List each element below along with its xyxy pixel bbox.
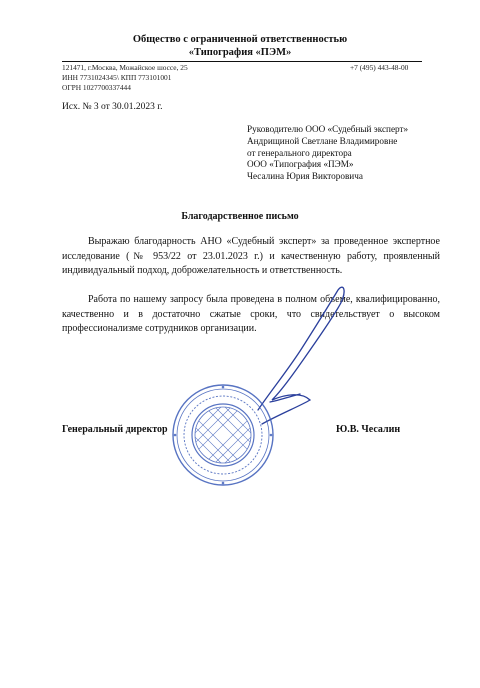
addressee-line: ООО «Типография «ПЭМ» [247,159,354,170]
addressee-block [247,124,408,183]
letter-paragraph-1: Выражаю благодарность АНО «Судебный эксперт» за проведенное экспертное исследование (№ 953/22 от 23.01.2023 г.) и качественную работу, проявленный индивидуальный подход, доброжелательность и ответственность. [62,236,440,277]
letterhead-divider [62,61,422,62]
company-address: 121471, г.Москва, Можайское шоссе, 25 [62,63,188,72]
company-name-line2: «Типография «ПЭМ» [188,47,292,58]
addressee-line: Чесалина Юрия Викторовича [247,171,363,182]
addressee-line: Андрищиной Светлане Владимировне [247,135,398,146]
addressee-line: от генерального директора [247,147,352,158]
company-ogrn: ОГРН 1027700337444 [62,83,131,92]
addressee-line: Руководителю ООО «Судебный эксперт» [247,124,409,134]
company-name-line1: Общество с ограниченной ответственностью [132,34,348,45]
company-seal [168,380,278,490]
letter-title: Благодарственное письмо [181,211,299,222]
letter-paragraph-2: Работа по нашему запросу была проведена в полном объеме, квалифицированно, качественно и в достаточно сжатые сроки, что свидетельствует о высоком профессионализме сотрудников организации. [62,294,440,335]
signatory-name: Ю.В. Чесалин [336,424,401,435]
outgoing-reference: Исх. № 3 от 30.01.2023 г. [62,102,163,112]
signatory-position: Генеральный директор [62,424,168,435]
company-phone: +7 (495) 443-48-00 [350,63,409,72]
company-inn-kpp: ИНН 7731024345\ КПП 773101001 [62,73,172,82]
